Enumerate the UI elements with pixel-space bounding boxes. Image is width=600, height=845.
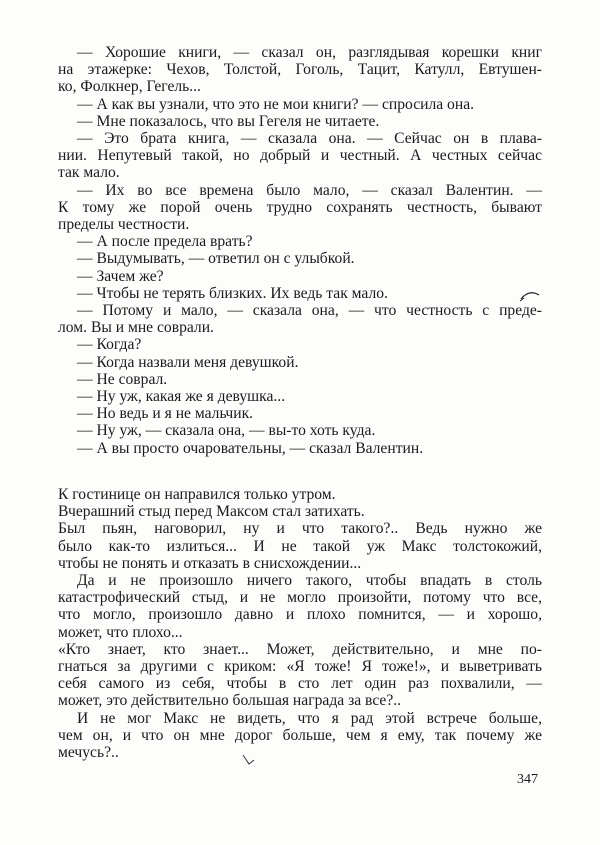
text-line: ко, Фолкнер, Гегель... [58,78,201,96]
text-line: чтобы не понять и отказать в снисхождении... [58,554,362,572]
dialogue-section [58,44,542,457]
text-line: — Ну уж, какая же я девушка... [77,388,286,406]
text-line: — Выдумывать, — ответил он с улыбкой. [77,250,355,268]
text-line: — Когда? [77,336,142,354]
text-line: — А после предела врать? [77,233,253,251]
text-line: так мало. [58,164,120,182]
text-line: может, это действительно большая награда за все?.. [58,692,402,710]
text-line: чем он, и что он мне дорог больше, чем я ему, так почему же [58,726,542,744]
text-line: что могло, произошло давно и плохо помнится, — и хорошо, [58,606,542,624]
narrative-section [58,486,542,761]
text-line: Да и не произошло ничего такого, чтобы впадать в столь [77,572,542,590]
text-line: — Это брата книга, — сказала она. — Сейчас он в плава- [77,130,542,148]
text-line: — Зачем же? [77,267,164,285]
text-line: было как-то излиться... И не такой уж Макс толстокожий, [58,537,542,555]
text-line: — Не соврал. [77,370,168,388]
text-line: — А вы просто очаровательны, — сказал Валентин. [77,439,424,457]
text-line: Был пьян, наговорил, ну и что такого?.. Ведь нужно же [58,520,542,538]
text-line: мечусь?.. [58,744,119,762]
text-line: — Их во все времена было мало, — сказал Валентин. — [77,181,542,199]
text-line: «Кто знает, кто знает... Может, действительно, и мне по- [58,640,542,658]
text-line: — Хорошие книги, — сказал он, разглядывая корешки книг [77,44,542,61]
text-line: К гостинице он направился только утром. [58,486,336,503]
text-line: — А как вы узнали, что это не мои книги? — спросила она. [77,95,475,113]
text-line: — Мне показалось, что вы Гегеля не читаете. [77,112,380,130]
text-line: может, что плохо... [58,623,183,641]
text-line: себя самого из себя, чтобы в сто лет один раз похвалили, — [58,675,542,693]
text-line: И не мог Макс не видеть, что я рад этой встрече больше, [77,709,542,727]
text-line: — Ну уж, — сказала она, — вы-то хоть куда. [77,422,376,440]
text-line: К тому же порой очень трудно сохранять честность, бывают [58,198,542,216]
text-line: на этажерке: Чехов, Толстой, Гоголь, Тацит, Катулл, Евтушен- [58,61,542,79]
text-line: нии. Непутевый такой, но добрый и честный. А честных сейчас [58,147,542,165]
text-line: катастрофический стыд, и не могло произойти, потому что все, [58,589,542,607]
text-line: лом. Вы и мне соврали. [58,319,214,337]
text-line: — Потому и мало, — сказала она, — что честность с преде- [77,302,542,320]
page-number: 347 [517,772,538,787]
text-line: пределы честности. [58,216,190,234]
text-line: — Чтобы не терять близких. Их ведь так мало. [77,284,388,302]
text-line: — Но ведь и я не мальчик. [77,405,254,423]
text-line: гнаться за другими с криком: «Я тоже! Я тоже!», и выветривать [58,658,542,676]
text-line: — Когда назвали меня девушкой. [77,353,299,371]
text-line: Вчерашний стыд перед Максом стал затихать. [58,503,365,521]
